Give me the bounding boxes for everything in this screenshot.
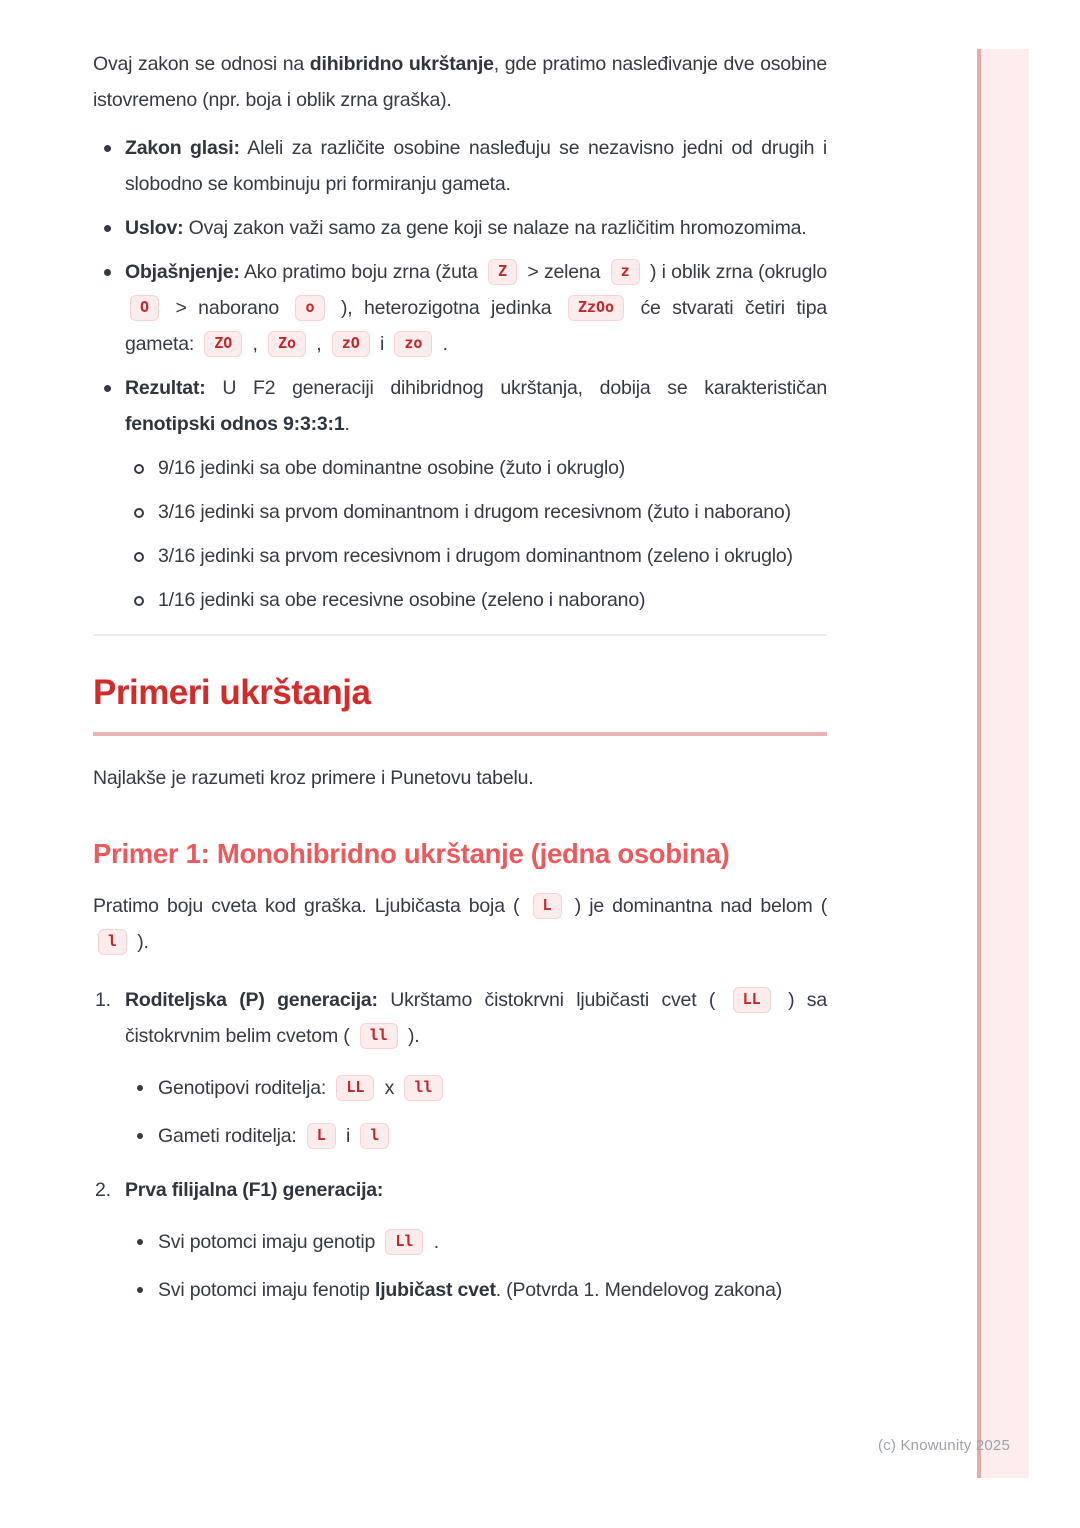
list-item-text (125, 210, 827, 246)
example-intro-paragraph (93, 888, 827, 960)
list-item (93, 254, 827, 362)
text-run: Svi potomci imaju fenotip (158, 1279, 375, 1301)
list-item (93, 130, 827, 202)
genotype-badge: zo (394, 331, 432, 357)
text-run: . (428, 1231, 439, 1253)
genotype-badge: ll (404, 1075, 442, 1101)
text-run: Pratimo boju cveta kod graška. Ljubičasta boja ( (93, 895, 528, 917)
sub-list-item-text (158, 1070, 827, 1106)
bullet-icon (137, 1287, 143, 1293)
item-number: 2. (95, 1179, 111, 1201)
sub-list-item-text (158, 1224, 827, 1260)
genotype-badge: z (611, 259, 640, 285)
bold-text: Rezultat: (125, 377, 206, 399)
genotype-badge: l (360, 1123, 389, 1149)
text-run: , gde pratimo nasleđivanje dve osobine istovremeno (npr. boja i oblik zrna graška). (93, 53, 828, 111)
page-scrollbar-track[interactable] (977, 49, 1029, 1478)
bold-text: Zakon glasi: (125, 137, 240, 159)
genotype-badge: o (295, 295, 324, 321)
text-run: ) je dominantna nad belom ( (566, 895, 827, 917)
genotype-badge: L (307, 1123, 336, 1149)
result-sublist (125, 450, 827, 618)
text-run: , (311, 333, 327, 355)
sub-list-item (125, 1118, 827, 1154)
circle-bullet-icon (134, 552, 144, 562)
genotype-badge: ll (360, 1023, 398, 1049)
sub-list-item (125, 582, 827, 618)
list-item-text (125, 370, 827, 442)
text-run: . (Potvrda 1. Mendelovog zakona) (495, 1279, 783, 1301)
sub-list-item-text (158, 1272, 827, 1308)
list-item-text (125, 130, 827, 202)
law-bullet-list (93, 130, 827, 618)
intro-paragraph (93, 46, 827, 118)
bold-text: dihibridno ukrštanje (309, 53, 494, 75)
genotype-badge: O (130, 295, 159, 321)
text-run: Genotipovi roditelja: (158, 1077, 332, 1099)
example-heading: Primer 1: Monohibridno ukrštanje (jedna osobina) (93, 838, 730, 869)
bold-text: Roditeljska (P) generacija: (125, 989, 378, 1011)
genotype-badge: ZzOo (568, 295, 624, 321)
bullet-icon (104, 385, 111, 392)
bold-text: ljubičast cvet (374, 1279, 496, 1301)
item-number: 1. (95, 989, 111, 1011)
list-item (93, 210, 827, 246)
text-run: će stvarati četiri tipa gameta: (125, 297, 827, 355)
text-run: ) sa čistokrvnim belim cvetom ( (125, 989, 827, 1047)
text-run: . (344, 413, 350, 435)
list-item (93, 370, 827, 618)
text-run: Ako pratimo boju zrna (žuta (239, 261, 483, 283)
bullet-icon (137, 1085, 143, 1091)
sub-list-item-text: 3/16 jedinki sa prvom dominantnom i drugom recesivnom (žuto i naborano) (158, 501, 791, 523)
section-divider (93, 634, 827, 636)
bullet-icon (104, 225, 111, 232)
bold-text: Prva filijalna (F1) generacija: (125, 1179, 384, 1201)
text-run: Ovaj zakon se odnosi na (93, 53, 310, 75)
sub-list-item (125, 1070, 827, 1106)
numbered-item (93, 1172, 827, 1308)
genotype-badge: L (533, 893, 562, 919)
genotype-badge: zO (332, 331, 370, 357)
genotype-badge: l (98, 929, 127, 955)
page-content (93, 0, 827, 1326)
text-run: , (247, 333, 263, 355)
text-run: Aleli za različite osobine nasleđuju se nezavisno jedni od drugih i slobodno se kombinuju pri formiranju gameta. (125, 137, 827, 195)
text-run: i (340, 1125, 356, 1147)
text-run: Ovaj zakon važi samo za gene koji se nalaze na različitim hromozomima. (183, 217, 807, 239)
bold-text: Uslov: (125, 217, 184, 239)
sub-list-item (125, 1224, 827, 1260)
circle-bullet-icon (134, 508, 144, 518)
sub-list-item (125, 538, 827, 574)
text-run: Svi potomci imaju genotip (158, 1231, 381, 1253)
list-item-text (125, 254, 827, 362)
step-sublist (125, 1070, 827, 1154)
text-run: > naborano (164, 297, 291, 319)
text-run: . (437, 333, 448, 355)
genotype-badge: Ll (385, 1229, 423, 1255)
numbered-item-text (125, 982, 827, 1054)
text-run: i (374, 333, 390, 355)
step-sublist (125, 1224, 827, 1308)
text-run: Gameti roditelja: (158, 1125, 302, 1147)
bullet-icon (104, 145, 111, 152)
section-heading: Primeri ukrštanja (93, 672, 827, 736)
numbered-item (93, 982, 827, 1154)
text-run: x (379, 1077, 400, 1099)
numbered-item-text (125, 1172, 827, 1208)
section-intro-paragraph: Najlakše je razumeti kroz primere i Punetovu tabelu. (93, 767, 534, 789)
steps-list (93, 982, 827, 1308)
circle-bullet-icon (134, 596, 144, 606)
sub-list-item-text (158, 1118, 827, 1154)
sub-list-item (125, 494, 827, 530)
text-run: ). (132, 931, 149, 953)
bullet-icon (137, 1239, 143, 1245)
sub-list-item (125, 1272, 827, 1308)
genotype-badge: LL (336, 1075, 374, 1101)
bold-text: Objašnjenje: (125, 261, 240, 283)
circle-bullet-icon (134, 464, 144, 474)
copyright-footer: (c) Knowunity 2025 (877, 1437, 1010, 1454)
bullet-icon (137, 1133, 143, 1139)
text-run: ). (402, 1025, 420, 1047)
bullet-icon (104, 269, 111, 276)
sub-list-item-text: 9/16 jedinki sa obe dominantne osobine (žuto i okruglo) (158, 457, 626, 479)
text-run: U F2 generaciji dihibridnog ukrštanja, dobija se karakterističan (205, 377, 827, 399)
text-run: ), heterozigotna jedinka (329, 297, 563, 319)
genotype-badge: Zo (268, 331, 306, 357)
bold-text: fenotipski odnos 9:3:3:1 (125, 413, 345, 435)
sub-list-item (125, 450, 827, 486)
text-run: ) i oblik zrna (okruglo (644, 261, 828, 283)
text-run: > zelena (522, 261, 606, 283)
genotype-badge: Z (488, 259, 517, 285)
sub-list-item-text: 1/16 jedinki sa obe recesivne osobine (zeleno i naborano) (158, 589, 646, 611)
sub-list-item-text: 3/16 jedinki sa prvom recesivnom i drugom dominantnom (zeleno i okruglo) (158, 545, 793, 567)
text-run: Ukrštamo čistokrvni ljubičasti cvet ( (377, 989, 728, 1011)
genotype-badge: ZO (204, 331, 242, 357)
genotype-badge: LL (733, 987, 771, 1013)
